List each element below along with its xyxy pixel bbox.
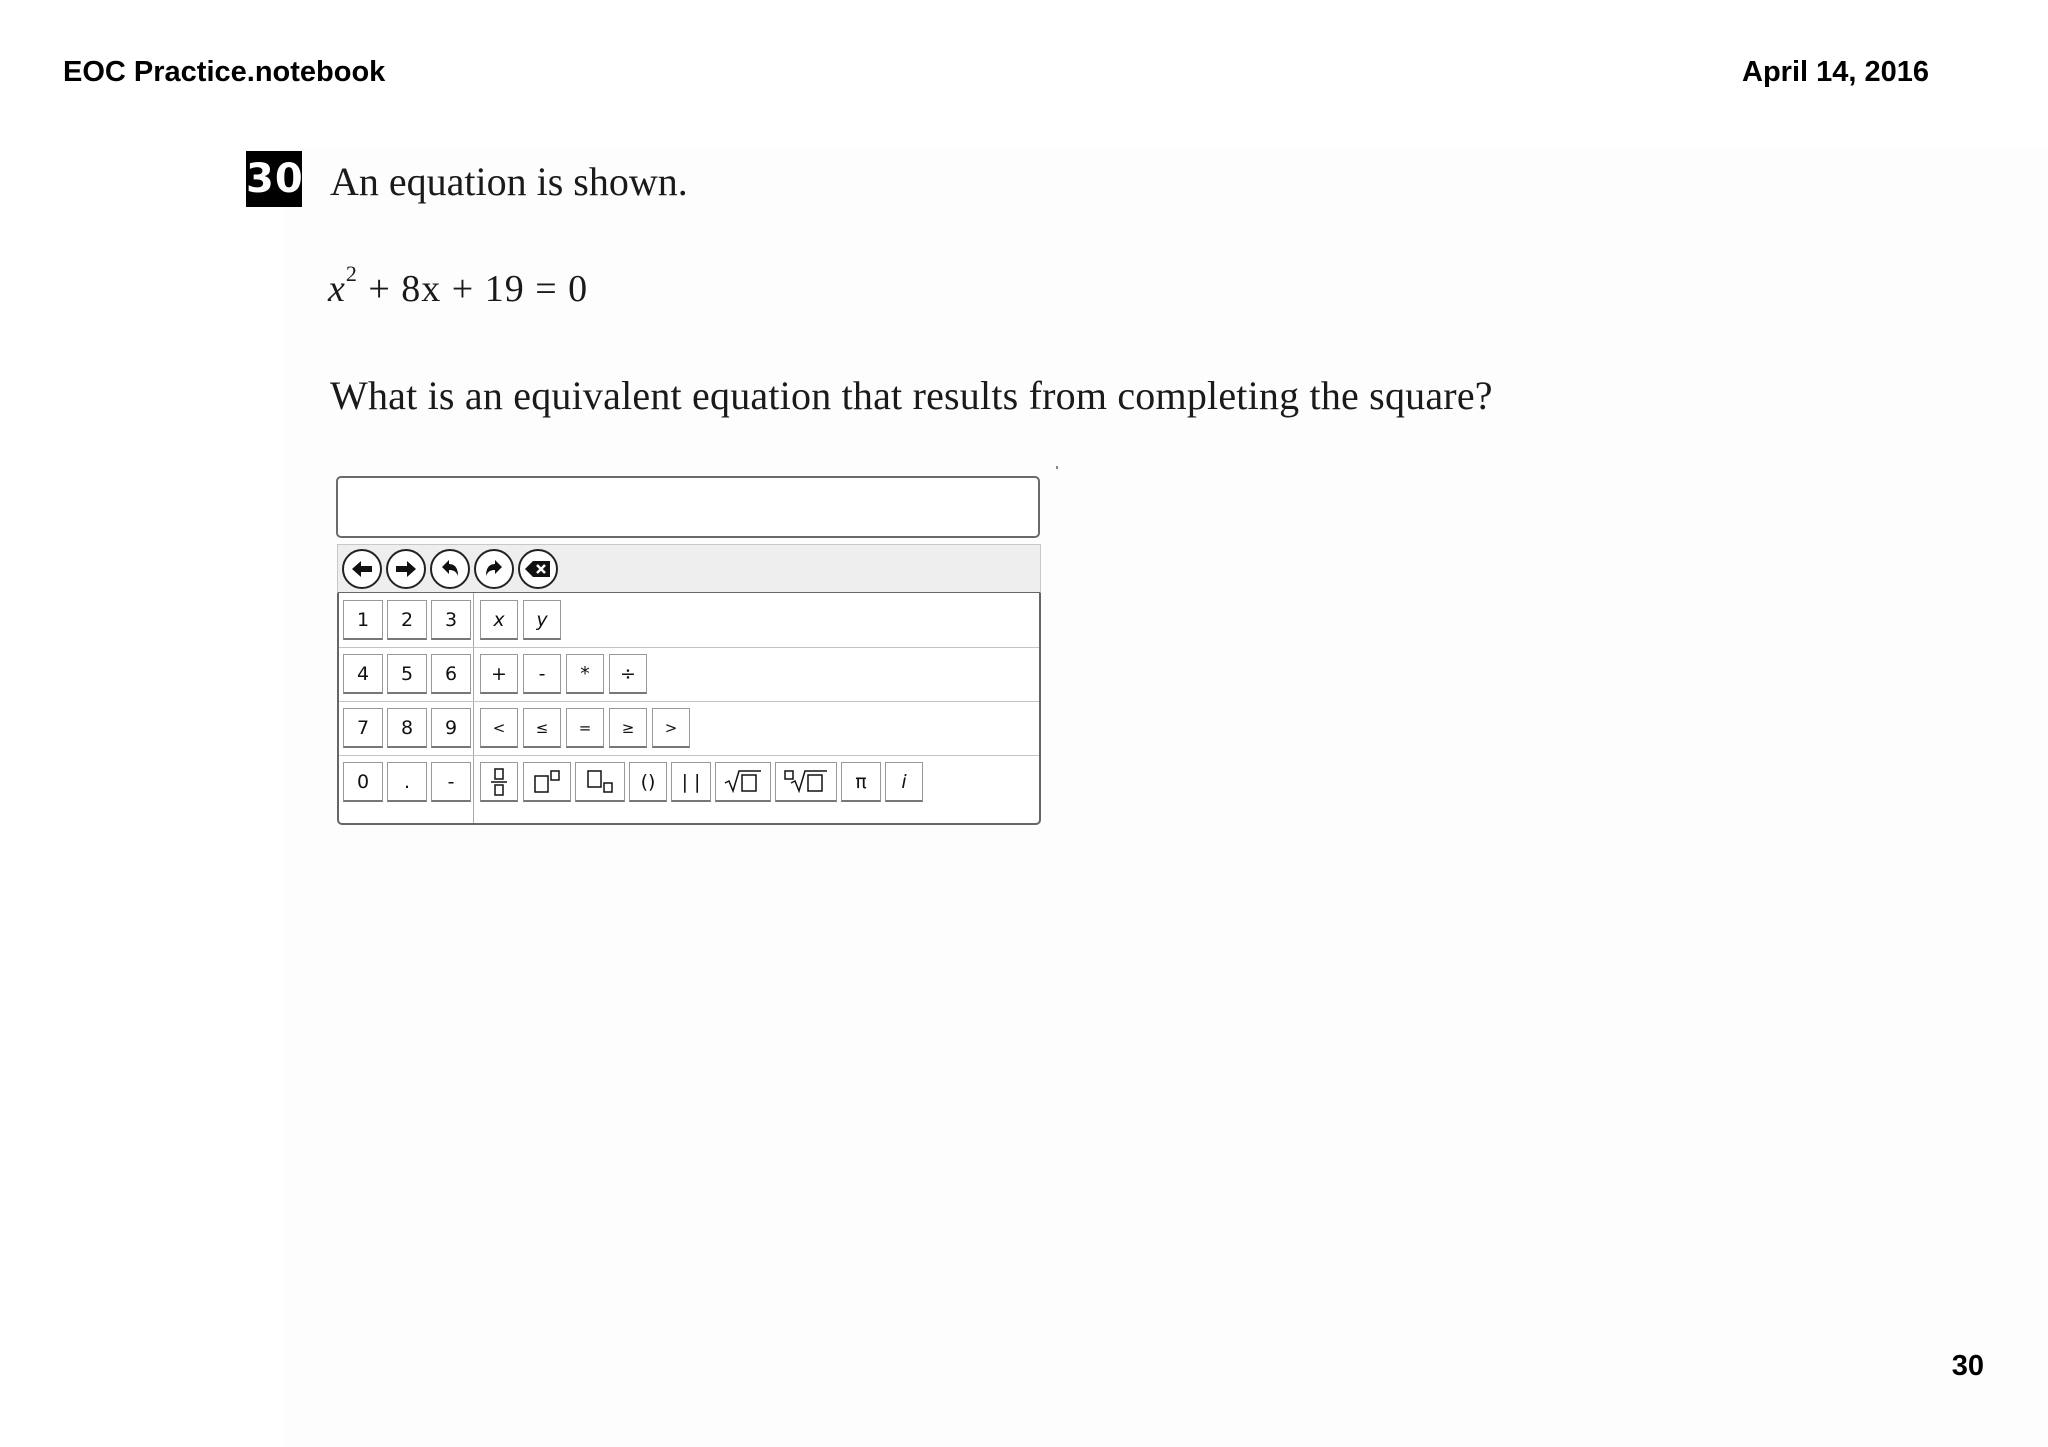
key-2[interactable]: 2 <box>387 600 427 640</box>
square-root-icon[interactable] <box>715 762 771 802</box>
keypad-row <box>339 593 1039 648</box>
undo-icon[interactable] <box>430 549 470 589</box>
equation-exponent: 2 <box>345 261 358 287</box>
backspace-icon[interactable] <box>518 549 558 589</box>
key-equals[interactable]: = <box>566 708 604 748</box>
redo-icon[interactable] <box>474 549 514 589</box>
equation-variable: x <box>328 268 346 310</box>
key-decimal[interactable]: . <box>387 762 427 802</box>
key-imaginary[interactable]: i <box>885 762 923 802</box>
question-number-badge: 30 <box>246 151 302 207</box>
notebook-title: EOC Practice.notebook <box>63 56 386 88</box>
key-9[interactable]: 9 <box>431 708 471 748</box>
answer-input[interactable] <box>336 476 1040 538</box>
key-greater-than[interactable]: > <box>652 708 690 748</box>
key-absolute-value[interactable]: | | <box>671 762 711 802</box>
left-arrow-icon[interactable] <box>342 549 382 589</box>
key-less-equal[interactable]: ≤ <box>523 708 561 748</box>
keypad-row <box>339 647 1039 702</box>
key-negative[interactable]: - <box>431 762 471 802</box>
keypad-row <box>339 701 1039 756</box>
key-6[interactable]: 6 <box>431 654 471 694</box>
keypad-row <box>339 755 1039 809</box>
key-x[interactable]: x <box>480 600 518 640</box>
subscript-icon[interactable] <box>575 762 625 802</box>
key-3[interactable]: 3 <box>431 600 471 640</box>
keypad <box>337 593 1041 825</box>
key-4[interactable]: 4 <box>343 654 383 694</box>
page-date: April 14, 2016 <box>1742 56 1929 88</box>
fraction-icon[interactable] <box>480 762 518 802</box>
superscript-icon[interactable] <box>523 762 571 802</box>
page-number: 30 <box>1951 1350 1984 1382</box>
key-plus[interactable]: + <box>480 654 518 694</box>
key-7[interactable]: 7 <box>343 708 383 748</box>
nth-root-icon[interactable] <box>775 762 837 802</box>
stray-mark <box>1056 466 1058 469</box>
key-y[interactable]: y <box>523 600 561 640</box>
editor-nav-bar <box>337 544 1041 594</box>
key-parentheses[interactable]: () <box>629 762 667 802</box>
key-minus[interactable]: - <box>523 654 561 694</box>
right-arrow-icon[interactable] <box>386 549 426 589</box>
question-prompt: What is an equivalent equation that results from completing the square? <box>330 373 1493 418</box>
key-greater-equal[interactable]: ≥ <box>609 708 647 748</box>
key-0[interactable]: 0 <box>343 762 383 802</box>
key-8[interactable]: 8 <box>387 708 427 748</box>
question-equation <box>328 261 589 311</box>
key-5[interactable]: 5 <box>387 654 427 694</box>
key-multiply[interactable]: * <box>566 654 604 694</box>
key-1[interactable]: 1 <box>343 600 383 640</box>
key-less-than[interactable]: < <box>480 708 518 748</box>
key-divide[interactable]: ÷ <box>609 654 647 694</box>
equation-rest: + 8x + 19 = 0 <box>368 268 589 310</box>
key-pi[interactable]: π <box>841 762 881 802</box>
question-stem: An equation is shown. <box>330 159 688 204</box>
